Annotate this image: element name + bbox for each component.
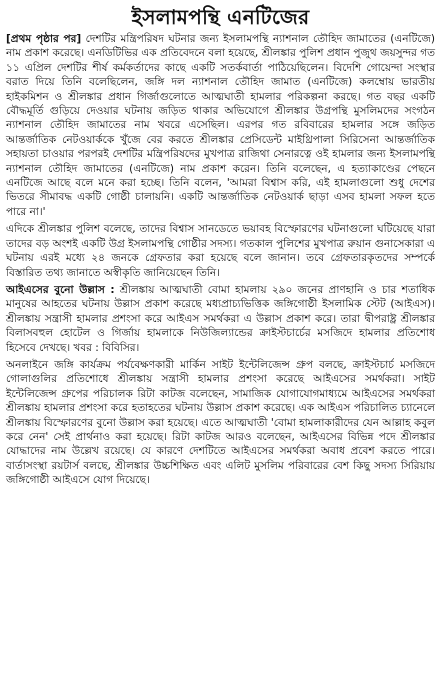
subheading-is-celebration: আইএসের বুনো উল্লাস : [6, 283, 115, 296]
article-body [6, 32, 435, 488]
paragraph-3 [6, 283, 435, 355]
paragraph-3-text: শ্রীলঙ্কায় আত্মঘাতী বোমা হামলায় ২৯০ জনের প্রাণহানি ও চার শতাধিক মানুষের আহতের ঘটনায় উল্লাস প্রকাশ করেছে মধ্যপ্রাচ্যভিত্তিক জঙ্গিগোষ্ঠী ইসলামিক স্টেট (আইএস)। শ্রীলঙ্কায় সন্ত্রাসী হামলার প্রশংসা করে আইএস সমর্থকরা এ উল্লাস প্রকাশ করে। তারা দ্বীপরাষ্ট্র শ্রীলঙ্কার বিলাসবহুল হোটেল ও গির্জায় হামলাকে নিউজিল্যান্ডের ক্রাইস্টচার্চের মসজিদে হামলার প্রতিশোধ হিসেবে দেখছে। খবর : বিবিসির। [6, 283, 435, 354]
continuation-tag: [প্রথম পৃষ্ঠার পর] [6, 33, 82, 45]
paragraph-2 [6, 222, 435, 280]
paragraph-4-text: অনলাইনে জঙ্গি কার্যক্রম পর্যবেক্ষণকারী মার্কিন সাইট ইন্টেলিজেন্স গ্রুপ বলছে, ক্রাইস্টচার্চ মসজিদে গোলাগুলির প্রতিশোধে শ্রীলঙ্কায় সন্ত্রাসী হামলার প্রশংসা করেছে আইএসের সমর্থকরা। সাইট ইন্টেলিজেন্স গ্রুপের পরিচালক রিটা কাটজ বলেছেন, সামাজিক যোগাযোগমাধ্যমে আইএসের সমর্থকরা শ্রীলঙ্কায় হামলার প্রশংসা করে হতাহতের ঘটনায় উল্লাস প্রকাশ করেছে। এক আইএস পরিচালিত চ্যানেলে শ্রীলঙ্কায় বিস্ফোরণের বুনো উল্লাস করা হয়েছে। এতে আত্মঘাতী 'বোমা হামলাকারীদের যেন আল্লাহ কবুল করে নেন' সেই প্রার্থনাও করা হয়েছে। রিটা কাটজ আরও বলেছেন, আইএসের বিভিন্ন পদে শ্রীলঙ্কার যোদ্ধাদের নাম উল্লেখ রয়েছে। যে কারণে দেশটিতে আইএসের সমর্থকরা অবাধ প্রবেশ করতে পারে। বার্তাসংস্থা রয়টার্স বলছে, শ্রীলঙ্কার উচ্চশিক্ষিত এবং এলিট মুসলিম পরিবারের বেশ কিছু সদস্য সিরিয়ায় জঙ্গিগোষ্ঠী আইএসে যোগ দিয়েছে। [6, 358, 435, 487]
paragraph-2-text: এদিকে শ্রীলঙ্কার পুলিশ বলেছে, তাদের বিশ্বাস সানডেতে ভয়াবহ বিস্ফোরণের ঘটনাগুলো ঘটিয়েছে যারা তাদের বড় অংশই একটি উগ্র ইসলামপন্থি গোষ্ঠীর সদস্য। গতকাল পুলিশের মুখপাত্র রুয়ান গুনাসেকারা এ ঘটনায় এরই মধ্যে ২৪ জনকে গ্রেফতার করা হয়েছে বলে জানান। তবে গ্রেফতারকৃতদের সম্পর্কে বিস্তারিত তথ্য জানাতে অস্বীকৃতি জানিয়েছেন তিনি। [6, 223, 435, 279]
paragraph-4 [6, 358, 435, 488]
paragraph-1-text: দেশটির মন্ত্রিপরিষদ ঘটনার জন্য ইসলামপন্থি ন্যাশনাল তৌহিদ জামাতের (এনটিজে) নাম প্রকাশ করেছে। এনডিটিভির এক প্রতিবেদনে বলা হয়েছে, শ্রীলঙ্কার পুলিশ প্রধান পুজুথ জয়সুন্দর গত ১১ এপ্রিল দেশটির শীর্ষ কর্মকর্তাদের কাছে একটি সতর্কবার্তা পাঠিয়েছিলেন। বিদেশি গোয়েন্দা সংস্থার বরাত দিয়ে তিনি বলেছিলেন, জঙ্গি দল ন্যাশনাল তৌহিদ জামাত (এনটিজে) কলম্বোয় ভারতীয় হাইকমিশন ও শ্রীলঙ্কার প্রধান গির্জাগুলোতে আত্মঘাতী হামলার পরিকল্পনা করছে। গত বছর একটি বৌদ্ধমূর্তি গুড়িয়ে দেওয়ার ঘটনায় জড়িত থাকার অভিযোগে শ্রীলঙ্কার উগ্রপন্থি মুসলিমদের সংগঠন ন্যাশনাল তৌহিদ জামাতের নাম খবরে এসেছিল। এরপর গত রবিবারের হামলার সঙ্গে জড়িত আন্তর্জাতিক নেটওয়ার্ককে খুঁজে বের করতে শ্রীলঙ্কার প্রেসিডেন্ট মাইথ্রিপালা সিরিসেনা আন্তর্জাতিক সহায়তা চাওয়ার পরপরই দেশটির মন্ত্রিপরিষদের মুখপাত্র রাজিথা সেনারত্নে ওই হামলার জন্য ইসলামপন্থি ন্যাশনাল তৌহিদ জামাতের (এনটিজে) নাম প্রকাশ করেন। তিনি বলেছেন, এ হত্যাকাণ্ডের পেছনে এনটিজে আছে বলে মনে করা হচ্ছে। তিনি বলেন, 'আমরা বিশ্বাস করি, এই হামলাগুলো শুধু দেশের ভিতরে সীমাবদ্ধ একটি গোষ্ঠী চালায়নি। একটি আন্তর্জাতিক নেটওয়ার্ক ছাড়া এসব হামলা সফল হতে পারে না।' [6, 33, 435, 218]
article-headline: ইসলামপন্থি এনটিজের [131, 5, 310, 29]
paragraph-1 [6, 32, 435, 219]
